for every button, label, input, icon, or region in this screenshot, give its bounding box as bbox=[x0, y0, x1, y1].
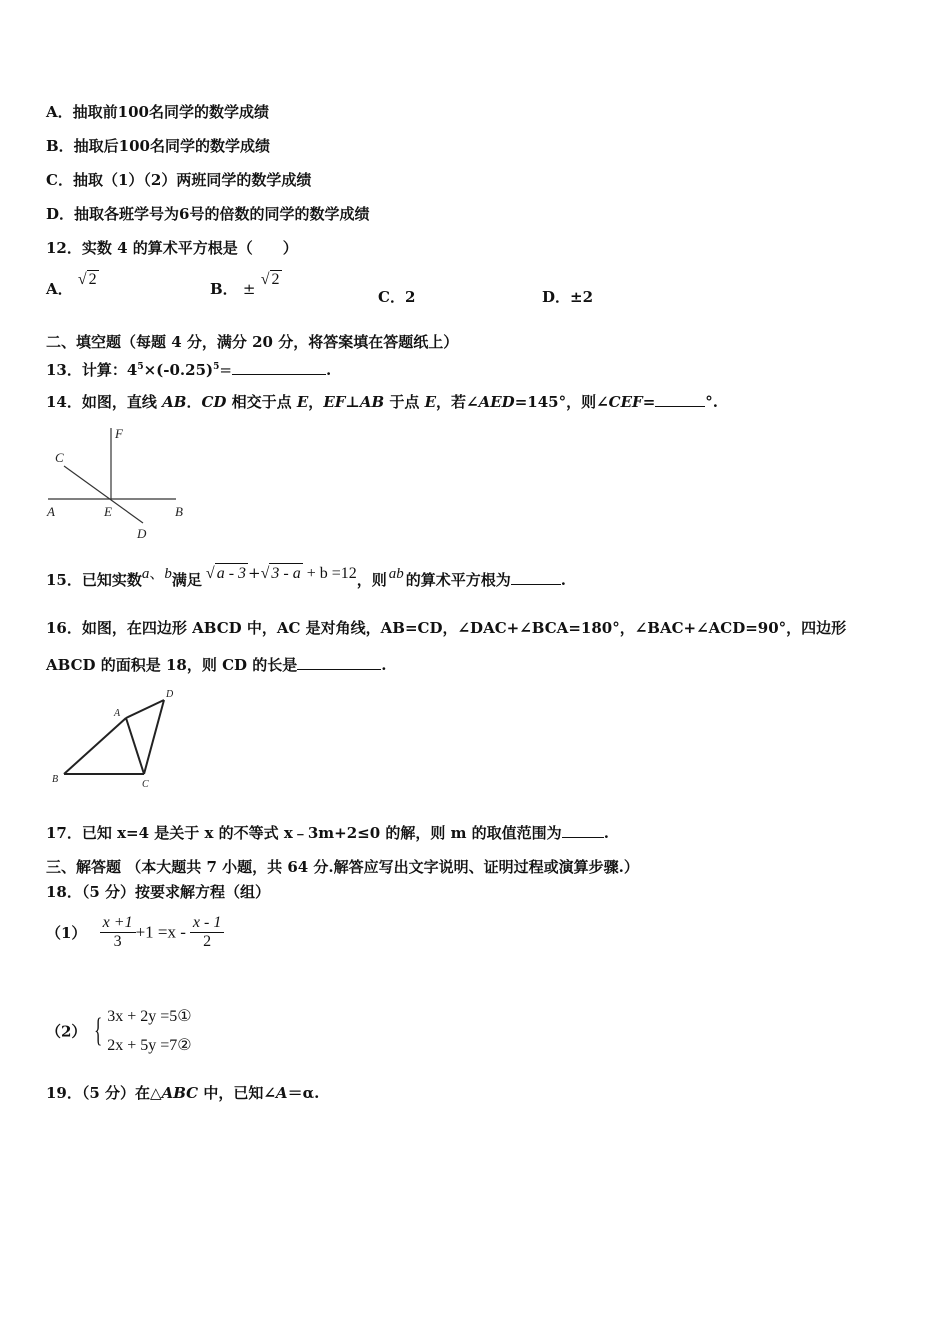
q14-text-c: 于点 bbox=[384, 393, 425, 411]
label-f: F bbox=[115, 426, 123, 441]
q14-answer-blank bbox=[655, 392, 705, 407]
q17 bbox=[46, 823, 609, 843]
q11-option-c: C．抽取（1）（2）两班同学的数学成绩 bbox=[46, 171, 312, 189]
q16-figure bbox=[46, 686, 196, 794]
q18-part-1 bbox=[46, 914, 224, 951]
q15-satisfy: 满足 bbox=[171, 571, 202, 589]
q14-perp: ⊥ bbox=[345, 393, 360, 411]
q14-ef: EF bbox=[323, 393, 346, 411]
label-c: C bbox=[55, 450, 64, 465]
q15-prefix: 15．已知实数 bbox=[46, 571, 142, 589]
q19-mid: 中，已知∠ bbox=[198, 1084, 276, 1102]
q13-eq: = bbox=[219, 361, 232, 379]
q14-text-d: ，若∠ bbox=[436, 393, 479, 411]
label-a: A bbox=[47, 504, 55, 519]
q15-ab: ab bbox=[388, 566, 404, 582]
q14-cef: CEF bbox=[608, 393, 643, 411]
label-d: D bbox=[137, 526, 147, 541]
q14-sep: ． bbox=[186, 393, 202, 411]
label-b: B bbox=[52, 774, 59, 785]
q13-base: 4 bbox=[126, 361, 138, 379]
q12-a-label: A． bbox=[46, 280, 73, 298]
q14-text-b: 相交于点 bbox=[226, 393, 297, 411]
q18-p1-frac-1: $\frac{x +1}{3}$ bbox=[100, 914, 136, 951]
q18-p2-eq-2: 2x + 5y =7② bbox=[107, 1037, 192, 1054]
q12-d-label: D． bbox=[542, 288, 571, 306]
q15-a: a bbox=[141, 566, 150, 582]
q13-mid: ×(-0.25) bbox=[143, 361, 214, 379]
q16-line-2-text: ABCD 的面积是 18，则 CD 的长是 bbox=[46, 656, 298, 674]
q12-d-value: ±2 bbox=[570, 288, 594, 306]
q11-option-a: A．抽取前100名同学的数学成绩 bbox=[46, 103, 269, 121]
q16-line-2 bbox=[46, 655, 387, 675]
q16-answer-blank bbox=[297, 655, 381, 670]
q15-plus: + bbox=[248, 564, 261, 582]
q12-option-d bbox=[542, 286, 593, 307]
q12-c-value: 2 bbox=[404, 288, 416, 306]
q18-p2-eq-1: 3x + 2y =5① bbox=[107, 1008, 192, 1025]
q15-end: . bbox=[560, 571, 567, 589]
q14-ab: AB bbox=[162, 393, 187, 411]
q18-p2-brace: { bbox=[93, 1012, 102, 1049]
q18-p1-label: （1） bbox=[46, 924, 87, 942]
q14-e2: E bbox=[424, 393, 437, 411]
q15-then: ，则 bbox=[356, 571, 387, 589]
q19-prefix: 19．（5 分）在△ bbox=[46, 1084, 162, 1102]
q14-cd: CD bbox=[201, 393, 227, 411]
q12-a-sqrt: √ 2 bbox=[77, 271, 97, 288]
q15-sqrt-2: √ 3 - a bbox=[260, 565, 301, 582]
label-a: A bbox=[114, 708, 121, 719]
q19-end: ＝α. bbox=[287, 1084, 320, 1102]
q13-answer-blank bbox=[232, 360, 326, 375]
q15-b: b bbox=[164, 566, 172, 582]
q15-answer-blank bbox=[511, 570, 561, 585]
q19 bbox=[46, 1083, 319, 1103]
label-c: C bbox=[142, 779, 149, 790]
q14-text: 14．如图，直线 bbox=[46, 393, 163, 411]
q12-b-label: B． bbox=[210, 280, 238, 298]
q19-a: A bbox=[275, 1084, 288, 1102]
q16-line-1: 16．如图，在四边形 ABCD 中，AC 是对角线，AB=CD，∠DAC+∠BCA=180°，∠BAC+∠ACD=90°，四边形 bbox=[46, 619, 847, 637]
q14-end: °. bbox=[705, 393, 718, 411]
q14-text-f: = bbox=[642, 393, 656, 411]
q18-part-2 bbox=[46, 1002, 192, 1060]
q13-exp2: 5 bbox=[213, 362, 220, 372]
q14-e1: E bbox=[296, 393, 309, 411]
q14-text-e: =145°，则∠ bbox=[514, 393, 609, 411]
seg-ab bbox=[64, 718, 126, 774]
q18-p1-mid: +1 =x - bbox=[135, 922, 186, 942]
q15 bbox=[46, 564, 567, 591]
q19-abc: ABC bbox=[161, 1084, 199, 1102]
label-b: B bbox=[175, 504, 183, 519]
label-d: D bbox=[166, 689, 174, 700]
q18-stem: 18．（5 分）按要求解方程（组） bbox=[46, 883, 271, 901]
q12-option-b bbox=[210, 271, 282, 299]
q15-sep: 、 bbox=[149, 564, 165, 582]
label-e: E bbox=[104, 504, 112, 519]
seg-ac bbox=[126, 718, 144, 774]
q14-ab2: AB bbox=[359, 393, 385, 411]
q13-end: . bbox=[325, 361, 332, 379]
q18-p1-frac-2: $\frac{x - 1}{2}$ bbox=[190, 914, 224, 951]
q14-comma: ， bbox=[308, 393, 324, 411]
q12-stem: 12．实数 4 的算术平方根是（ ） bbox=[46, 239, 298, 257]
q12-option-a bbox=[46, 271, 99, 299]
q13 bbox=[46, 357, 331, 380]
q12-b-pm: ± bbox=[242, 280, 256, 298]
q14-aed: AED bbox=[478, 393, 515, 411]
q12-b-sqrt: √ 2 bbox=[260, 271, 280, 288]
section-3-heading: 三、解答题 （本大题共 7 小题，共 64 分.解答应写出文字说明、证明过程或演算步骤.） bbox=[46, 858, 639, 876]
q15-rest: 的算术平方根为 bbox=[405, 571, 511, 589]
q12-option-c bbox=[378, 286, 415, 307]
q15-tail: + b =12 bbox=[302, 565, 357, 582]
seg-cd bbox=[144, 700, 164, 774]
q11-option-b: B．抽取后100名同学的数学成绩 bbox=[46, 137, 270, 155]
q14 bbox=[46, 392, 718, 412]
q13-prefix: 13．计算： bbox=[46, 361, 127, 379]
q12-c-label: C． bbox=[378, 288, 405, 306]
q14-figure bbox=[40, 422, 200, 546]
seg-ad bbox=[126, 700, 164, 718]
q11-option-d: D．抽取各班学号为6号的倍数的同学的数学成绩 bbox=[46, 205, 370, 223]
q16-end: . bbox=[381, 656, 387, 674]
section-2-heading: 二、填空题（每题 4 分，满分 20 分，将答案填在答题纸上） bbox=[46, 333, 459, 351]
q15-sqrt-1: √ a - 3 bbox=[205, 565, 247, 582]
q17-answer-blank bbox=[562, 823, 604, 838]
q18-p2-system bbox=[107, 1002, 191, 1060]
q18-p2-label: （2） bbox=[46, 1022, 87, 1041]
q17-end: . bbox=[603, 824, 609, 842]
q17-text: 17．已知 x=4 是关于 x 的不等式 x﹣3m+2≤0 的解，则 m 的取值范围为 bbox=[46, 824, 562, 842]
q13-exp1: 5 bbox=[137, 362, 144, 372]
